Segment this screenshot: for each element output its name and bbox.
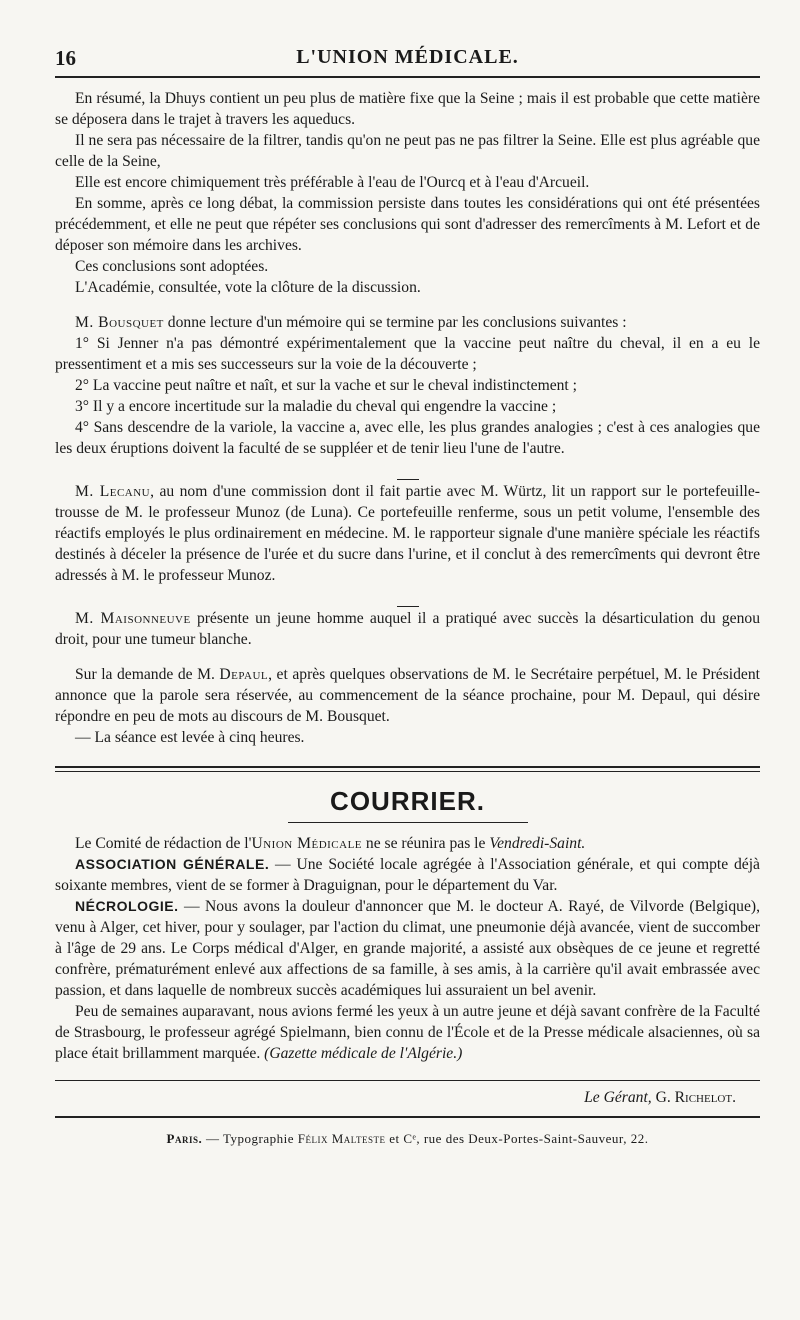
text-fragment: — Typographie <box>202 1131 298 1146</box>
speaker-name: M. Maisonneuve <box>75 610 191 627</box>
notice-text: — Nous avons la douleur d'annoncer que M. le docteur A. Rayé, de Vilvorde (Belgique), venu à Alger, cet hiver, pour y soulager, par l'action du climat, une pneumonie déjà avancée, vient de succomber à l'âge de 29 ans. Le Corps médical d'Alger, en grande majorité, a assisté aux obsèques de ce jeune et regretté confrère, prématurément enlevé aux affections de sa famille, à ses amis, à la carrière qu'il avait embrassée avec passion, et dans laquelle de nombreux succès académiques lui assuraient un bel avenir. <box>55 898 760 999</box>
courrier-section <box>55 786 760 1064</box>
paragraph: En somme, après ce long débat, la commission persiste dans toutes les considérations qui ont été présentées précédemment, et elle ne peut que répéter ses conclusions qui sont d'adresser des remercîments à M. Lefort et de déposer son mémoire dans les archives. <box>55 195 760 254</box>
section-divider <box>55 766 760 772</box>
committee-notice <box>55 833 760 854</box>
paragraph <box>55 608 760 650</box>
text-fragment: Le Comité de rédaction de l' <box>75 835 252 852</box>
intro-text: donne lecture d'un mémoire qui se termine par les conclusions suivantes : <box>163 314 627 331</box>
section-separator <box>55 592 760 602</box>
paragraph-text: présente un jeune homme auquel il a pratiqué avec succès la désarticulation du genou droit, pour une tumeur blanche. <box>55 610 760 648</box>
conclusion-item: 3° Il y a encore incertitude sur la maladie du cheval qui engendre la vaccine ; <box>75 398 557 415</box>
paragraph: L'Académie, consultée, vote la clôture de la discussion. <box>75 279 421 296</box>
maisonneuve-section <box>55 608 760 650</box>
paragraph-text: , au nom d'une commission dont il fait partie avec M. Würtz, lit un rapport sur le portefeuille-trousse de M. le professeur Munoz (de Luna). Ce portefeuille renferme, sous un petit volume, l'ensemble des réactifs employés le plus ordinairement en médecine. M. le rapporteur signale d'une manière spéciale les réactifs destinés à déceler la présence de l'urée et du sucre dans l'urine, et il conclut à des remercîments qui devront être adressés à M. le professeur Munoz. <box>55 483 761 584</box>
notice-label: ASSOCIATION GÉNÉRALE. <box>75 856 270 872</box>
page-content <box>55 88 760 1149</box>
printer-name: Félix Malteste <box>297 1131 386 1146</box>
paragraph: Il ne sera pas nécessaire de la filtrer, tandis qu'on ne peut pas ne pas filtrer la Seine. Elle est plus agréable que celle de la Seine, <box>55 132 760 170</box>
conclusion-item: 2° La vaccine peut naître et naît, et sur la vache et sur le cheval indistinctement ; <box>75 377 577 394</box>
association-notice <box>55 854 760 896</box>
paragraph <box>55 481 760 586</box>
courrier-heading: COURRIER. <box>330 786 485 816</box>
conclusion-item: 1° Si Jenner n'a pas démontré expérimentalement que la vaccine peut naître du cheval, il en a eu le pressentiment et a mis ses successeurs sur la voie de la découverte ; <box>55 335 760 373</box>
signature-name: G. Richelot. <box>655 1089 736 1106</box>
speaker-name: M. Lecanu <box>75 483 151 500</box>
journal-title: L'UNION MÉDICALE. <box>296 46 519 68</box>
session-closing: — La séance est levée à cinq heures. <box>75 729 305 746</box>
date-text: Vendredi-Saint. <box>489 835 586 852</box>
lecanu-section <box>55 481 760 586</box>
text-fragment: , et après quelques observations de M. le Secrétaire perpétuel, M. le Président annonce que la parole sera réservée, au commencement de la séance prochaine, pour M. Depaul, qui désire répondre en peu de mots au discours de M. Bousquet. <box>55 666 760 725</box>
page-number: 16 <box>55 46 76 70</box>
header-rule <box>55 76 760 78</box>
conclusion-item: 4° Sans descendre de la variole, la vaccine a, avec elle, les plus grandes analogies ; c'est à ces analogies que les deux éruptions doivent la faculté de se suppléer et de tenir lieu l'une de l'autre. <box>55 419 760 457</box>
signature-role: Le Gérant, <box>584 1089 652 1106</box>
notice-text: Peu de semaines auparavant, nous avions fermé les yeux à un autre jeune et déjà savant confrère de la Faculté de Strasbourg, le professeur agrégé Spielmann, bien connu de l'École et de la Presse médicale alsaciennes, où sa place était brillamment marquée. <box>55 1003 760 1062</box>
text-fragment: ne se réunira pas le <box>362 835 490 852</box>
journal-name: Union Médicale <box>251 835 363 852</box>
footer-rule <box>55 1116 760 1118</box>
imprint-city: Paris. <box>166 1131 203 1146</box>
section-separator <box>55 465 760 475</box>
text-fragment: et Cᵉ, rue des Deux-Portes-Saint-Sauveur, 22. <box>385 1131 649 1146</box>
speaker-name: Depaul <box>219 666 269 683</box>
speaker-name: M. Bousquet <box>75 314 164 331</box>
signature-rule <box>55 1080 760 1081</box>
bousquet-section <box>55 312 760 459</box>
heading-rule <box>288 822 528 823</box>
depaul-section <box>55 664 760 748</box>
bousquet-intro <box>55 312 760 333</box>
paragraph: Elle est encore chimiquement très préférable à l'eau de l'Ourcq et à l'eau d'Arcueil. <box>75 174 590 191</box>
spielmann-notice <box>55 1001 760 1064</box>
source-citation: (Gazette médicale de l'Algérie.) <box>264 1045 463 1062</box>
text-fragment: Sur la demande de M. <box>75 666 220 683</box>
signature <box>55 1087 736 1108</box>
paragraph <box>55 664 760 727</box>
dhuys-conclusion-section <box>55 88 760 298</box>
paragraph: En résumé, la Dhuys contient un peu plus de matière fixe que la Seine ; mais il est probable que cette matière se déposera dans le trajet à travers les aqueducs. <box>55 90 760 128</box>
notice-text: — Une Société locale agrégée à l'Association générale, et qui compte déjà soixante membres, vient de se former à Draguignan, pour le département du Var. <box>55 856 760 894</box>
paragraph: Ces conclusions sont adoptées. <box>75 258 269 275</box>
necrology-notice <box>55 896 760 1001</box>
notice-label: NÉCROLOGIE. <box>75 898 179 914</box>
imprint <box>55 1128 760 1149</box>
page-header <box>55 42 760 76</box>
